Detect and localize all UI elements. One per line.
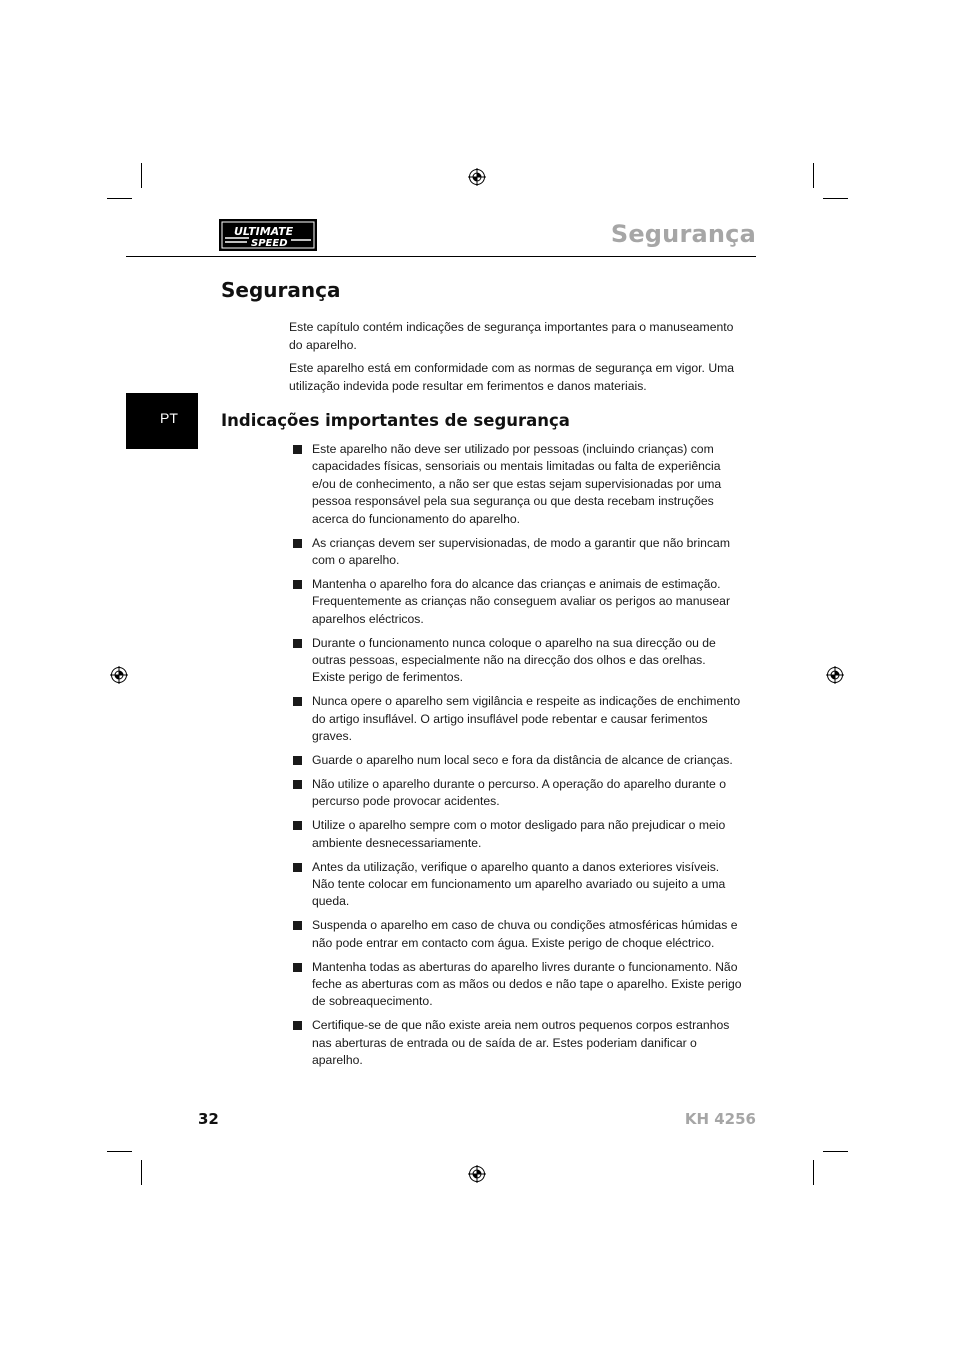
crop-mark bbox=[813, 1160, 814, 1185]
registration-mark-icon bbox=[826, 666, 844, 684]
registration-mark-icon bbox=[468, 168, 486, 186]
list-item bbox=[292, 1017, 742, 1069]
list-item-text: Mantenha todas as aberturas do aparelho livres durante o funcionamento. Não feche as aberturas com as mãos ou dedos e não tape o aparelho. Existe perigo de sobreaquecimento. bbox=[312, 959, 742, 1009]
list-item-text: Mantenha o aparelho fora do alcance das crianças e animais de estimação. Frequentemente as crianças não conseguem avaliar os perigos ao manusear aparelhos eléctricos. bbox=[312, 576, 730, 626]
ultimate-speed-logo bbox=[219, 219, 317, 251]
bullet-square-icon bbox=[293, 921, 302, 930]
intro-paragraph: Este capítulo contém indicações de segurança importantes para o manuseamento do aparelho. bbox=[289, 320, 734, 352]
header-rule bbox=[126, 256, 756, 257]
language-tab bbox=[126, 393, 198, 449]
crop-mark bbox=[141, 163, 142, 188]
list-item-text: Antes da utilização, verifique o aparelho quanto a danos exteriores visíveis. Não tente colocar em funcionamento um aparelho avariado ou sujeito a uma queda. bbox=[312, 859, 726, 909]
crop-mark bbox=[823, 198, 848, 199]
list-item bbox=[292, 576, 742, 628]
bullet-square-icon bbox=[293, 780, 302, 789]
list-item-text: Utilize o aparelho sempre com o motor desligado para não prejudicar o meio ambiente desnecessariamente. bbox=[312, 818, 726, 850]
list-item bbox=[292, 959, 742, 1011]
list-item-text: As crianças devem ser supervisionadas, de modo a garantir que não brincam com o aparelho. bbox=[312, 535, 730, 567]
subsection-title: Indicações importantes de segurança bbox=[221, 411, 570, 430]
crop-mark bbox=[823, 1151, 848, 1152]
list-item-text: Suspenda o aparelho em caso de chuva ou condições atmosféricas húmidas e não pode entrar em contacto com água. Existe perigo de choque eléctrico. bbox=[312, 918, 738, 950]
bullet-square-icon bbox=[293, 1021, 302, 1030]
list-item-text: Certifique-se de que não existe areia nem outros pequenos corpos estranhos nas aberturas de entrada ou de saída de ar. Estes poderiam danificar o aparelho. bbox=[312, 1018, 730, 1068]
bullet-square-icon bbox=[293, 445, 302, 454]
language-tab-label: PT bbox=[160, 410, 178, 426]
list-item bbox=[292, 752, 742, 769]
list-item-text: Este aparelho não deve ser utilizado por pessoas (incluindo crianças) com capacidades físicas, sensoriais ou mentais limitadas ou falta de experiência e/ou de conhecimento, a não ser que estas sejam supervisionadas por uma pessoa responsável pela sua segurança ou que desta recebam instruções acerca do funcionamento do aparelho. bbox=[312, 442, 722, 526]
list-item bbox=[292, 817, 742, 852]
bullet-square-icon bbox=[293, 697, 302, 706]
list-item-text: Nunca opere o aparelho sem vigilância e respeite as indicações de enchimento do artigo insuflável. O artigo insuflável pode rebentar e causar ferimentos graves. bbox=[312, 694, 741, 744]
bullet-square-icon bbox=[293, 821, 302, 830]
logo-text-bottom: SPEED bbox=[251, 238, 288, 249]
list-item-text: Guarde o aparelho num local seco e fora da distância de alcance de crianças. bbox=[312, 753, 733, 767]
bullet-square-icon bbox=[293, 863, 302, 872]
bullet-square-icon bbox=[293, 963, 302, 972]
crop-mark bbox=[107, 198, 132, 199]
safety-list bbox=[292, 441, 742, 1076]
list-item bbox=[292, 693, 742, 745]
crop-mark bbox=[813, 163, 814, 188]
list-item bbox=[292, 535, 742, 570]
intro-text bbox=[289, 319, 741, 401]
header-title: Segurança bbox=[610, 220, 756, 248]
list-item-text: Durante o funcionamento nunca coloque o aparelho na sua direcção ou de outras pessoas, especialmente não na direcção dos olhos e das orelhas. Existe perigo de ferimentos. bbox=[312, 635, 716, 685]
list-item bbox=[292, 635, 742, 687]
bullet-square-icon bbox=[293, 639, 302, 648]
intro-paragraph: Este aparelho está em conformidade com as normas de segurança em vigor. Uma utilização indevida pode resultar em ferimentos e danos materiais. bbox=[289, 361, 735, 393]
list-item bbox=[292, 859, 742, 911]
bullet-square-icon bbox=[293, 756, 302, 765]
registration-mark-icon bbox=[110, 666, 128, 684]
list-item bbox=[292, 776, 742, 811]
crop-mark bbox=[107, 1151, 132, 1152]
list-item bbox=[292, 917, 742, 952]
model-number: KH 4256 bbox=[684, 1110, 756, 1128]
list-item-text: Não utilize o aparelho durante o percurso. A operação do aparelho durante o percurso pode provocar acidentes. bbox=[312, 776, 726, 809]
registration-mark-icon bbox=[468, 1165, 486, 1183]
logo-text-top: ULTIMATE bbox=[234, 225, 294, 238]
crop-mark bbox=[141, 1160, 142, 1185]
bullet-square-icon bbox=[293, 580, 302, 589]
list-item bbox=[292, 441, 742, 528]
page-number: 32 bbox=[198, 1110, 219, 1128]
section-title: Segurança bbox=[221, 278, 341, 302]
bullet-square-icon bbox=[293, 539, 302, 548]
